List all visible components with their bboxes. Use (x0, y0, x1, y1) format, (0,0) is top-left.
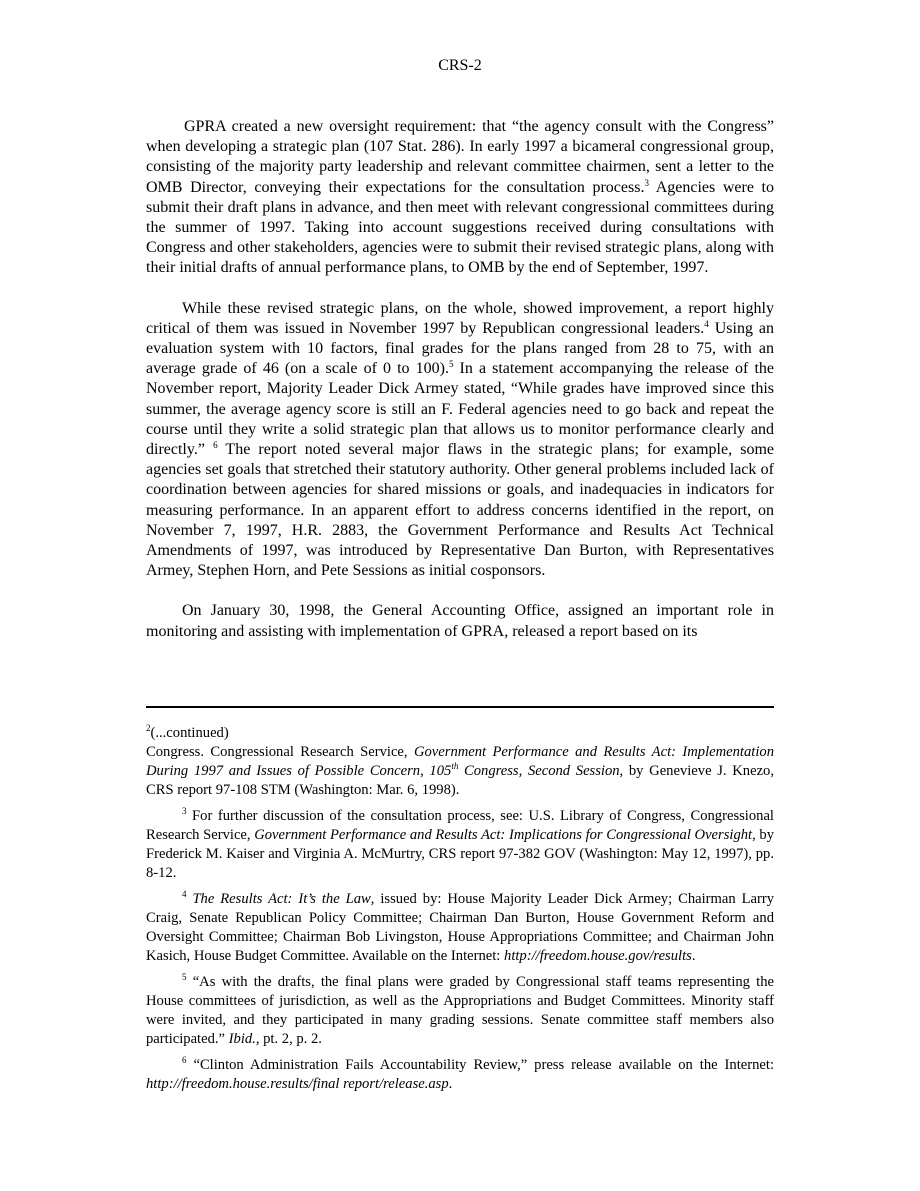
footnote-5: $^5$ “As with the drafts, the final plans were graded by Congressional staff teams representing the House committees of jurisdiction, as well as the Appropriations and Budget Committees. Minority staff were invited, and they participated in many grading sessions. Senate committee staff members also participated.” Ibid., pt. 2, p. 2. (146, 972, 774, 1047)
paragraph-3: On January 30, 1998, the General Accounting Office, assigned an important role in monitoring and assisting with implementation of GPRA, released a report based on its (146, 602, 774, 640)
paragraph-2: While these revised strategic plans, on the whole, showed improvement, a report highly critical of them was issued in November 1997 by Republican congressional leaders.$^4$ Using an evaluation system with 10 factors, final grades for the plans ranged from 28 to 75, with an average grade of 46 (on a scale of 0 to 100).$^5$ In a statement accompanying the release of the November report, Majority Leader Dick Armey stated, “While grades have improved since this summer, the average agency score is still an F. Federal agencies need to go back and repeat the course until they write a solid strategic plan that allows us to monitor performance clearly and directly.” $^6$ The report noted several major flaws in the strategic plans; for example, some agencies set goals that stretched their statutory authority. Other general problems included lack of coordination between agencies for shared missions or goals, and inadequacies in indicators for measuring performance. In an apparent effort to address concerns identified in the report, on November 7, 1997, H.R. 2883, the Government Performance and Results Act Technical Amendments of 1997, was introduced by Representative Dan Burton, with Representatives Armey, Stephen Horn, and Pete Sessions as initial cosponsors. (146, 299, 775, 580)
footnote-separator (146, 706, 774, 708)
results-url-link[interactable]: http://freedom.house.gov/results (504, 948, 692, 964)
body-text (146, 117, 774, 662)
footnote-2-continued: $^2$(...continued) Congress. Congressional Research Service, Government Performance and Results Act: Implementation During 1997 and Issues of Possible Concern, 105th Congress, Second Session, by Genevieve J. Knezo, CRS report 97-108 STM (Washington: Mar. 6, 1998). (146, 723, 774, 798)
footnote-ref-4[interactable]: 4 (704, 318, 709, 329)
page-number: CRS-2 (438, 57, 482, 74)
page-header (0, 57, 920, 75)
footnote-ref-5[interactable]: 5 (448, 359, 454, 370)
footnote-3: $^3$ For further discussion of the consultation process, see: U.S. Library of Congress, Congressional Research Service, Government Performance and Results Act: Implications for Congressional Oversight, by Frederick M. Kaiser and Virginia A. McMurtry, CRS report 97-382 GOV (Washington: May 12, 1997), pp. 8-12. (146, 806, 774, 881)
footnotes (146, 724, 774, 1101)
footnote-ref-3[interactable]: 3 (644, 177, 649, 188)
press-release-url-link[interactable]: http://freedom.house.results/final report/release.asp (146, 1076, 449, 1092)
paragraph-1: GPRA created a new oversight requirement: that “the agency consult with the Congress” when developing a strategic plan (107 Stat. 286). In early 1997 a bicameral congressional group, consisting of the majority party leadership and relevant committee chairmen, sent a letter to the OMB Director, conveying their expectations for the consultation process.$^3$ Agencies were to submit their draft plans in advance, and then meet with relevant congressional committees during the summer of 1997. Taking into account suggestions received during consultations with Congress and other stakeholders, agencies were to submit their revised strategic plans, along with their initial drafts of annual performance plans, to OMB by the end of September, 1997. (146, 118, 775, 277)
footnote-4: $^4$ The Results Act: It’s the Law, issued by: House Majority Leader Dick Armey; Chairman Larry Craig, Senate Republican Policy Committee; Chairman Dan Burton, House Government Reform and Oversight Committee; Chairman Bob Livingston, House Appropriations Committee; and Chairman John Kasich, House Budget Committee. Available on the Internet: http://freedom.house.gov/results. (146, 889, 774, 964)
footnote-6: $^6$ “Clinton Administration Fails Accountability Review,” press release available on the Internet: http://freedom.house.results/final report/release.asp. (146, 1055, 774, 1092)
footnote-ref-6[interactable]: 6 (213, 440, 218, 451)
